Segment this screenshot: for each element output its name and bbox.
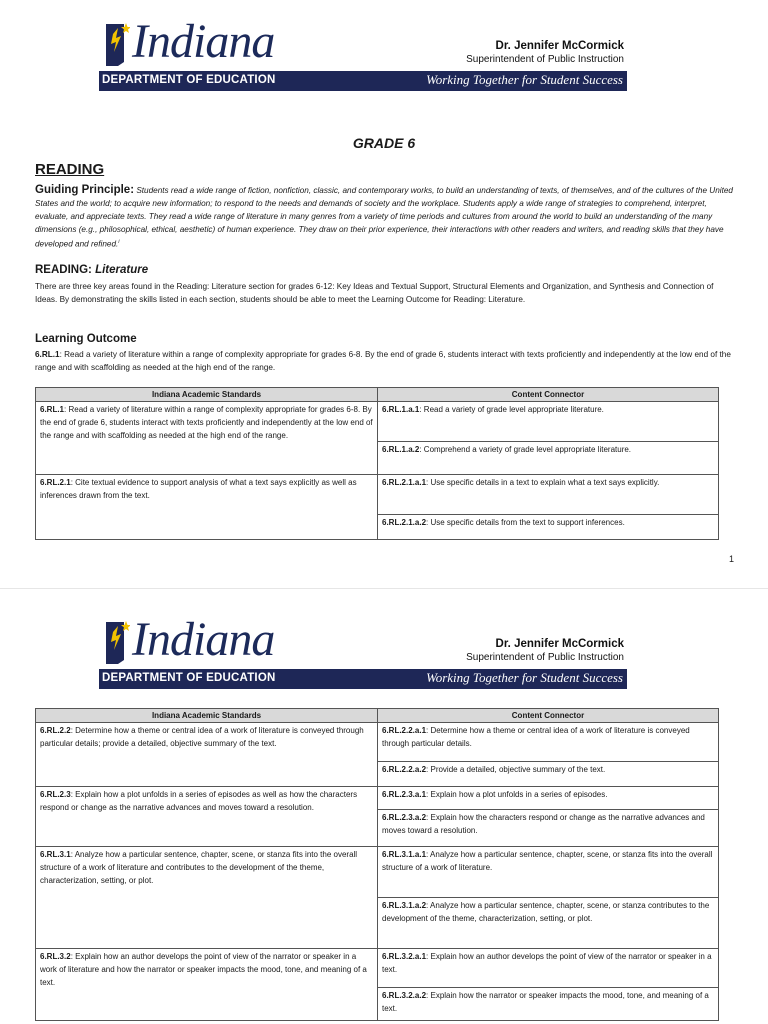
superintendent-title: Superintendent of Public Instruction [466, 54, 624, 65]
connector-cell [378, 442, 719, 475]
connector-cell [378, 402, 719, 442]
guiding-principle [35, 184, 733, 251]
standard-cell [36, 787, 378, 847]
connector-cell [378, 898, 719, 949]
footnote-marker: i [118, 239, 120, 246]
table-header-row [36, 388, 719, 402]
connector-text: : Explain how the characters respond or change as the narrative advances and moves toward a resolution. [382, 813, 705, 835]
literature-heading [35, 264, 148, 276]
page-number: 1 [728, 554, 734, 564]
standard-code: 6.RL.3.1 [40, 850, 71, 859]
table-row [36, 949, 719, 988]
table-row [36, 475, 719, 515]
connector-cell [378, 847, 719, 898]
standard-code: 6.RL.2.2 [40, 726, 71, 735]
standard-code: 6.RL.1 [40, 405, 65, 414]
connector-text: : Explain how a plot unfolds in a series of episodes. [426, 790, 608, 799]
page-header [0, 0, 768, 95]
superintendent-name: Dr. Jennifer McCormick [495, 40, 624, 52]
department-name: DEPARTMENT OF EDUCATION [102, 672, 276, 684]
guiding-principle-label: Guiding Principle: [35, 184, 135, 196]
connector-code: 6.RL.1.a.1 [382, 405, 420, 414]
indiana-logo-text: Indiana [132, 613, 275, 666]
connector-code: 6.RL.2.1.a.2 [382, 518, 427, 527]
connector-text: : Explain how the narrator or speaker impacts the mood, tone, and meaning of a text. [382, 991, 709, 1013]
connector-cell [378, 949, 719, 988]
connector-code: 6.RL.2.2.a.2 [382, 765, 427, 774]
literature-heading-prefix: READING: [35, 264, 92, 276]
standard-text: : Explain how an author develops the point of view of the narrator or speaker in a work of literature and how the narrator or speaker impacts the mood, tone, and meaning of a text. [40, 952, 367, 987]
connector-cell [378, 787, 719, 810]
standard-text: : Determine how a theme or central idea of a work of literature is conveyed through particular details; provide a detailed, objective summary of the text. [40, 726, 364, 748]
page-divider [0, 588, 768, 589]
connector-text: : Use specific details in a text to explain what a text says explicitly. [426, 478, 660, 487]
connector-code: 6.RL.3.2.a.2 [382, 991, 427, 1000]
connector-text: : Use specific details from the text to support inferences. [426, 518, 625, 527]
connector-cell [378, 988, 719, 1021]
guiding-principle-text: Students read a wide range of fiction, nonfiction, classic, and contemporary works, to build an understanding of texts, of themselves, and of the cultures of the United States and the world; to acquire new information; to respond to the needs and demands of society and the workplace. Students apply a wide range of strategies to comprehend, interpret, evaluate, and appreciate texts. They read a wide range of literature in many genres from a variety of time periods and cultures from around the world to build an understanding of the many dimensions (e.g., philosophical, ethical, aesthetic) of human experience. They draw on their prior experience, their interactions with other readers and writers, and reading skills that they have developed and refined. [35, 186, 733, 250]
table-row [36, 787, 719, 810]
document-page-2 [0, 598, 768, 1024]
section-title-reading: READING [35, 161, 105, 178]
standards-table-1 [35, 387, 719, 540]
indiana-logo-text: Indiana [132, 15, 275, 68]
superintendent-name: Dr. Jennifer McCormick [495, 638, 624, 650]
connector-code: 6.RL.3.1.a.2 [382, 901, 427, 910]
table-header-row [36, 709, 719, 723]
connector-code: 6.RL.2.2.a.1 [382, 726, 427, 735]
header-standards: Indiana Academic Standards [36, 709, 378, 723]
table-row [36, 723, 719, 762]
header-connector: Content Connector [378, 388, 719, 402]
connector-cell [378, 475, 719, 515]
standard-cell [36, 847, 378, 949]
literature-heading-italic: Literature [95, 264, 149, 276]
connector-text: : Explain how an author develops the point of view of the narrator or speaker in a text. [382, 952, 712, 974]
department-name: DEPARTMENT OF EDUCATION [102, 74, 276, 86]
standard-code: 6.RL.2.1 [40, 478, 71, 487]
connector-cell [378, 515, 719, 540]
connector-code: 6.RL.3.2.a.1 [382, 952, 427, 961]
connector-text: : Provide a detailed, objective summary of the text. [426, 765, 606, 774]
connector-code: 6.RL.3.1.a.1 [382, 850, 427, 859]
standard-code: 6.RL.3.2 [40, 952, 71, 961]
standards-table-2 [35, 708, 719, 1021]
standard-cell [36, 723, 378, 787]
superintendent-title: Superintendent of Public Instruction [466, 652, 624, 663]
tagline: Working Together for Student Success [426, 670, 623, 685]
connector-cell [378, 723, 719, 762]
standard-cell [36, 949, 378, 1021]
connector-code: 6.RL.2.1.a.1 [382, 478, 427, 487]
connector-code: 6.RL.1.a.2 [382, 445, 420, 454]
learning-outcome-text [35, 348, 733, 374]
indiana-state-logo-icon [104, 22, 130, 68]
standard-text: : Analyze how a particular sentence, chapter, scene, or stanza fits into the overall structure of a work of literature and contributes to the development of the theme, characterization, setting, or plot. [40, 850, 358, 885]
indiana-state-logo-icon [104, 620, 130, 666]
learning-outcome-body: : Read a variety of literature within a range of complexity appropriate for grades 6-8. By the end of grade 6, students interact with texts proficiently and independently at the low end of the range and with scaffolding as needed at the high end of the range. [35, 350, 731, 373]
connector-text: : Read a variety of grade level appropriate literature. [419, 405, 604, 414]
table-row [36, 402, 719, 442]
connector-cell [378, 810, 719, 847]
literature-paragraph: There are three key areas found in the Reading: Literature section for grades 6-12: Key Ideas and Textual Support, Structural Elements and Organization, and Synthesis and Connection of Ideas. By demonstrating the skills listed in each section, students should be able to meet the Learning Outcome for Reading: Literature. [35, 282, 714, 305]
standard-code: 6.RL.2.3 [40, 790, 71, 799]
connector-text: : Analyze how a particular sentence, chapter, scene, or stanza fits into the overall structure of a work of literature. [382, 850, 713, 872]
standard-text: : Explain how a plot unfolds in a series of episodes as well as how the characters respond or change as the narrative advances and moves toward a resolution. [40, 790, 358, 812]
grade-title: GRADE 6 [352, 135, 416, 151]
header-connector: Content Connector [378, 709, 719, 723]
department-banner [99, 71, 627, 91]
learning-outcome-heading: Learning Outcome [35, 333, 137, 345]
standard-cell [36, 402, 378, 475]
standard-text: : Cite textual evidence to support analysis of what a text says explicitly as well as inferences drawn from the text. [40, 478, 357, 500]
tagline: Working Together for Student Success [426, 72, 623, 87]
connector-code: 6.RL.2.3.a.2 [382, 813, 427, 822]
connector-text: : Analyze how a particular sentence, chapter, scene, or stanza contributes to the development of the theme, characterization, setting, or plot. [382, 901, 710, 923]
learning-outcome-code: 6.RL.1 [35, 350, 60, 359]
department-banner [99, 669, 627, 689]
table-row [36, 847, 719, 898]
connector-code: 6.RL.2.3.a.1 [382, 790, 427, 799]
connector-text: : Comprehend a variety of grade level appropriate literature. [419, 445, 632, 454]
connector-text: : Determine how a theme or central idea of a work of literature is conveyed through particular details. [382, 726, 690, 748]
standard-text: : Read a variety of literature within a range of complexity appropriate for grades 6-8. By the end of grade 6, students interact with texts proficiently and independently at the low end of the range and with scaffolding as needed at the high end of the range. [40, 405, 373, 440]
page-header [0, 598, 768, 693]
standard-cell [36, 475, 378, 540]
header-standards: Indiana Academic Standards [36, 388, 378, 402]
connector-cell [378, 762, 719, 787]
